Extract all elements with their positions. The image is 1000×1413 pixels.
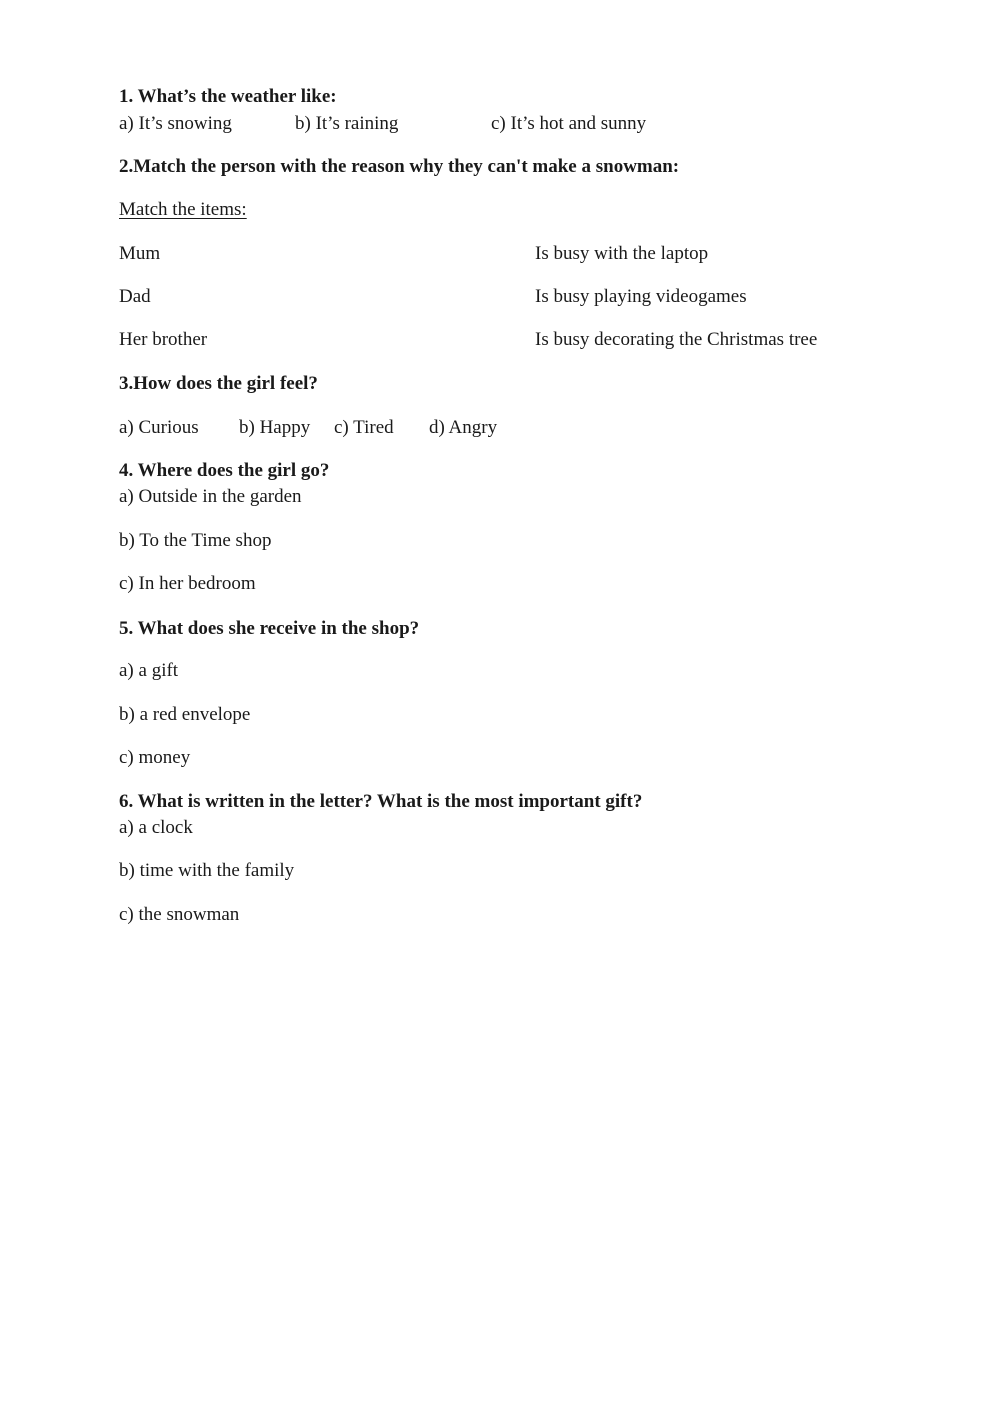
match-left-item-dad[interactable]: Dad xyxy=(119,286,151,307)
match-left-item-brother[interactable]: Her brother xyxy=(119,329,208,350)
match-right-item-laptop[interactable]: Is busy with the laptop xyxy=(535,243,709,264)
q3-option-c[interactable]: c) Tired xyxy=(334,417,394,438)
q6-option-b[interactable]: b) time with the family xyxy=(119,860,295,881)
question-1-title: 1. What’s the weather like: xyxy=(119,86,337,107)
q1-option-a[interactable]: a) It’s snowing xyxy=(119,113,232,134)
match-instruction: Match the items: xyxy=(119,199,247,220)
q1-option-b[interactable]: b) It’s raining xyxy=(295,113,399,134)
q6-option-a[interactable]: a) a clock xyxy=(119,817,193,838)
match-left-item-mum[interactable]: Mum xyxy=(119,243,161,264)
q4-option-c[interactable]: c) In her bedroom xyxy=(119,573,256,594)
question-2-title: 2.Match the person with the reason why they can't make a snowman: xyxy=(119,156,680,177)
question-4-title: 4. Where does the girl go? xyxy=(119,460,330,481)
q3-option-d[interactable]: d) Angry xyxy=(429,417,498,438)
q3-option-a[interactable]: a) Curious xyxy=(119,417,199,438)
q4-option-a[interactable]: a) Outside in the garden xyxy=(119,486,302,507)
q5-option-b[interactable]: b) a red envelope xyxy=(119,704,251,725)
question-6-title: 6. What is written in the letter? What is the most important gift? xyxy=(119,791,643,812)
q5-option-a[interactable]: a) a gift xyxy=(119,660,179,681)
q6-option-c[interactable]: c) the snowman xyxy=(119,904,240,925)
question-5-title: 5. What does she receive in the shop? xyxy=(119,618,420,639)
match-right-item-videogames[interactable]: Is busy playing videogames xyxy=(535,286,747,307)
q1-option-c[interactable]: c) It’s hot and sunny xyxy=(491,113,647,134)
q4-option-b[interactable]: b) To the Time shop xyxy=(119,530,272,551)
q5-option-c[interactable]: c) money xyxy=(119,747,191,768)
q3-option-b[interactable]: b) Happy xyxy=(239,417,311,438)
match-right-item-christmas-tree[interactable]: Is busy decorating the Christmas tree xyxy=(535,329,818,350)
question-3-title: 3.How does the girl feel? xyxy=(119,373,318,394)
